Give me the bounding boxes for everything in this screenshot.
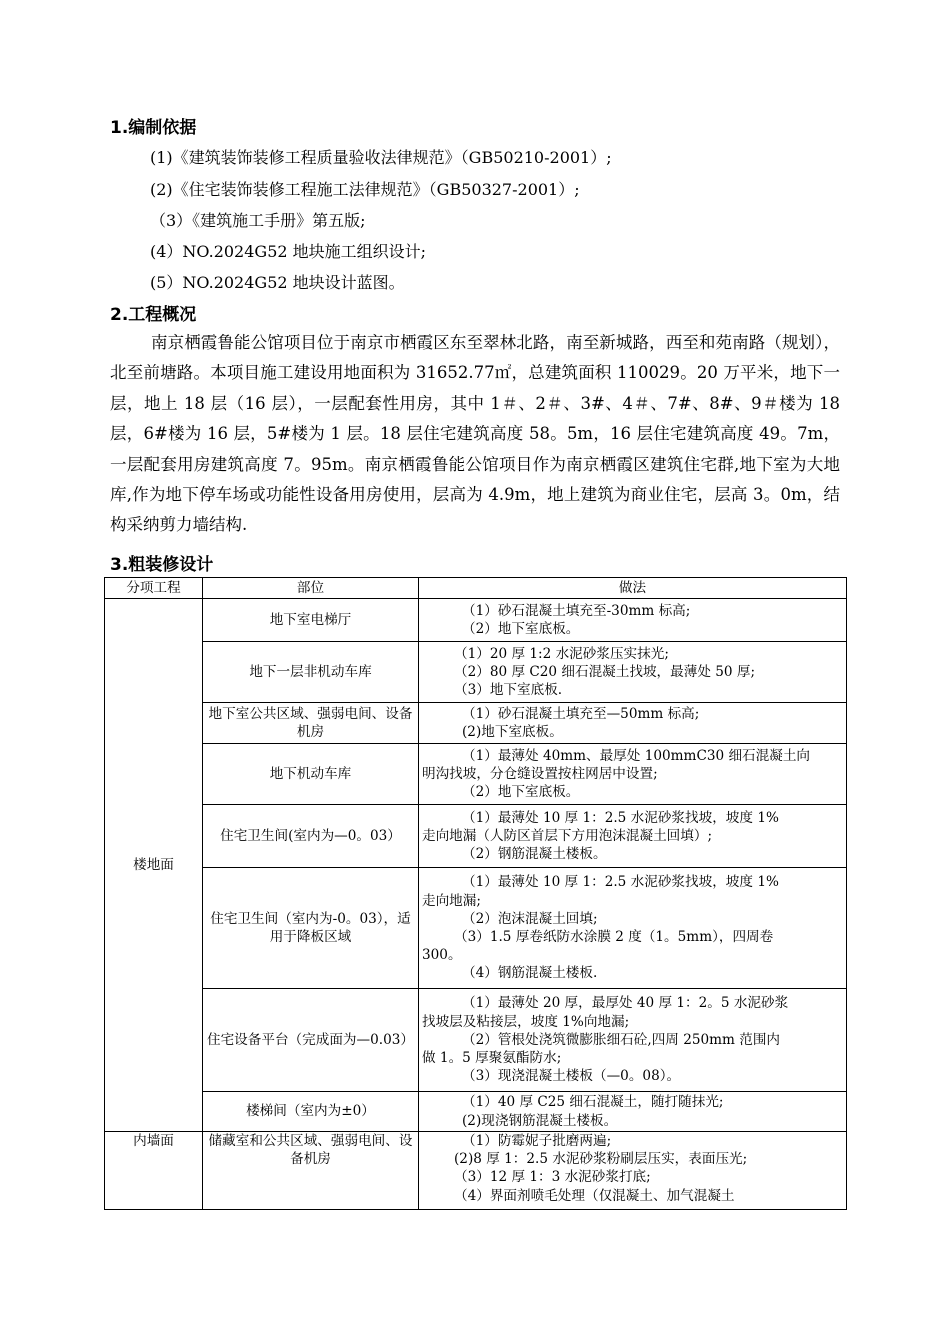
reference-5: (5）NO.2024G52 地块设计蓝图。: [150, 273, 405, 292]
table-row: [105, 1092, 847, 1132]
reference-4: (4）NO.2024G52 地块施工组织设计;: [150, 242, 427, 261]
section1-heading: 1.编制依据: [110, 118, 197, 138]
project-overview-paragraph: 南京栖霞鲁能公馆项目位于南京市栖霞区东至翠林北路，南至新城路，西至和苑南路（规划），北至前塘路。本项目施工建设用地面积为 31652.77㎡，总建筑面积 110029。20 万平米，地下一层，地上 18 层（16 层），一层配套性用房，其中 1＃、2＃、3#、4＃、7#、8#、9＃楼为 18 层，6#楼为 16 层，5#楼为 1 层。18 层住宅建筑高度 58。5m，16 层住宅建筑高度 49。7m，一层配套用房建筑高度 7。95m。南京栖霞鲁能公馆项目作为南京栖霞区建筑住宅群,地下室为大地库,作为地下停车场或功能性设备用房使用，层高为 4.9m，地上建筑为商业住宅，层高 3。0m，结构采纳剪力墙结构.: [110, 333, 840, 535]
row-location: 地下室公共区域、强弱电间、设备机房: [203, 703, 419, 744]
category-inner-wall: 内墙面: [105, 1132, 203, 1210]
reference-2: (2)《住宅装饰装修工程施工法律规范》（GB50327-2001）;: [150, 180, 580, 199]
header-location: 部位: [203, 578, 419, 599]
reference-3: （3）《建筑施工手册》第五版;: [150, 211, 366, 230]
table-row: [105, 703, 847, 744]
table-row: [105, 599, 847, 642]
row-location: 住宅卫生间(室内为—0。03）: [203, 805, 419, 868]
section2-heading: 2.工程概况: [110, 305, 197, 325]
row-method: （1）最薄处 40mm、最厚处 100mmC30 细石混凝土向 明沟找坡，分仓缝设置按柱网居中设置; （2）地下室底板。: [419, 744, 847, 805]
table-row: [105, 868, 847, 989]
section3-heading: 3.粗装修设计: [110, 555, 214, 575]
row-location: 楼梯间（室内为±0）: [203, 1092, 419, 1132]
reference-1: (1)《建筑装饰装修工程质量验收法律规范》（GB50210-2001）;: [150, 148, 612, 167]
row-method: （1）20 厚 1:2 水泥砂浆压实抹光; （2）80 厚 C20 细石混凝土找坡，最薄处 50 厚; （3）地下室底板.: [419, 642, 847, 703]
row-location: 地下一层非机动车库: [203, 642, 419, 703]
table-row: [105, 744, 847, 805]
row-location: 储藏室和公共区域、强弱电间、设备机房: [203, 1132, 419, 1210]
row-method: （1）最薄处 10 厚 1：2.5 水泥砂浆找坡，坡度 1% 走向地漏; （2）泡沫混凝土回填; （3）1.5 厚卷纸防水涂膜 2 度（1。5mm），四周卷 300。 （4）钢筋混凝土楼板.: [419, 868, 847, 989]
table-row: [105, 989, 847, 1092]
header-category: 分项工程: [105, 578, 203, 599]
table-header-row: [105, 578, 847, 599]
row-method: （1）防霉妮子批磨两遍; (2)8 厚 1：2.5 水泥砂浆粉刷层压实，表面压光; （3）12 厚 1：3 水泥砂浆打底; （4）界面剂喷毛处理（仅混凝土、加气混凝土: [419, 1132, 847, 1210]
header-method: 做法: [419, 578, 847, 599]
category-floor: 楼地面: [105, 599, 203, 1132]
table-row: [105, 642, 847, 703]
row-location: 地下机动车库: [203, 744, 419, 805]
table-row: [105, 1132, 847, 1210]
row-method: （1）最薄处 10 厚 1：2.5 水泥砂浆找坡，坡度 1% 走向地漏（人防区首层下方用泡沫混凝土回填）; （2）钢筋混凝土楼板。: [419, 805, 847, 868]
row-method: （1）40 厚 C25 细石混凝土，随打随抹光; (2)现浇钢筋混凝土楼板。: [419, 1092, 847, 1132]
row-method: （1）砂石混凝土填充至—50mm 标高; (2)地下室底板。: [419, 703, 847, 744]
row-location: 住宅卫生间（室内为-0。03），适用于降板区域: [203, 868, 419, 989]
row-method: （1）最薄处 20 厚，最厚处 40 厚 1：2。5 水泥砂浆 找坡层及粘接层，坡度 1%向地漏; （2）管根处浇筑微膨胀细石砼,四周 250mm 范围内 做 1。5 厚聚氨酯防水; （3）现浇混凝土楼板（—0。08）。: [419, 989, 847, 1092]
table-row: [105, 805, 847, 868]
row-location: 住宅设备平台（完成面为—0.03）: [203, 989, 419, 1092]
row-method: （1）砂石混凝土填充至-30mm 标高; （2）地下室底板。: [419, 599, 847, 642]
row-location: 地下室电梯厅: [203, 599, 419, 642]
rough-decoration-table: [104, 577, 847, 1210]
